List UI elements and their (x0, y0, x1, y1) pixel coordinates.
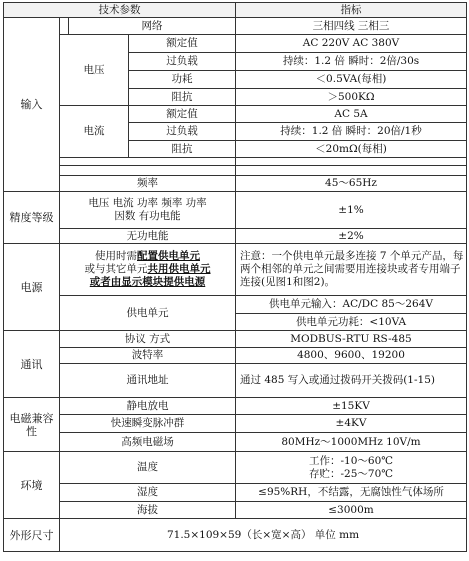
emc-eft-value: ±4KV (236, 415, 467, 433)
comm-protocol-label: 协议 方式 (60, 331, 236, 348)
reactive-value: ±2% (236, 229, 467, 244)
header-indicator: 指标 (236, 3, 467, 18)
env-label: 环境 (4, 452, 60, 519)
power-label: 电源 (4, 244, 60, 331)
env-temp-store: 存贮：-25～70℃ (308, 467, 393, 480)
emc-rf-label: 高频电磁场 (60, 433, 236, 452)
power-desc-p2: 或与其它单元 (84, 263, 148, 275)
env-temp-work: 工作：-10～60℃ (308, 454, 393, 467)
voltage-power-value: ＜0.5VA(每相) (236, 71, 467, 89)
reactive-label: 无功电能 (60, 229, 236, 244)
size-label: 外形尺寸 (4, 519, 60, 552)
emc-rf-value: 80MHz～1000MHz 10V/m (236, 433, 467, 452)
env-altitude-value: ≤3000m (236, 502, 467, 519)
voltage-impedance-label: 阻抗 (129, 89, 236, 106)
current-overload-value: 持续：1.2 倍 瞬时：20倍/1秒 (236, 123, 467, 141)
frequency-label: 频率 (60, 176, 236, 192)
accuracy-label: 精度等级 (4, 192, 60, 244)
comm-baud-value: 4800、9600、19200 (236, 348, 467, 364)
voltage-power-label: 功耗 (129, 71, 236, 89)
current-overload-label: 过负载 (129, 123, 236, 141)
env-temp-value (236, 452, 467, 484)
comm-address-value: 通过 485 写入或通过拨码开关拨码(1-15) (236, 364, 467, 398)
power-desc-u3: 或者由显示模块提供电源 (89, 276, 206, 288)
current-impedance-label: 阻抗 (129, 141, 236, 158)
input-label: 输入 (4, 18, 60, 192)
network-value: 三相四线 三相三 (236, 18, 467, 35)
power-note: 注意：一个供电单元最多连接 7 个单元产品，每两个相邻的单元之间需要用连接块或者专用端子连接(见图1和图2)。 (236, 244, 467, 296)
header-param: 技术参数 (4, 3, 236, 18)
voltage-label: 电压 (60, 35, 129, 106)
accuracy-measure-line2: 因数 有功电能 (114, 210, 181, 222)
accuracy-measure-value: ±1% (236, 192, 467, 229)
voltage-rated-label: 额定值 (129, 35, 236, 53)
accuracy-measure-line1: 电压 电流 功率 频率 功率 (88, 197, 207, 209)
accuracy-measure (60, 192, 236, 229)
emc-label: 电磁兼容性 (4, 398, 60, 452)
emc-esd-value: ±15KV (236, 398, 467, 415)
comm-address-label: 通讯地址 (60, 364, 236, 398)
supply-power: 供电单元功耗：<10VA (236, 314, 467, 331)
env-temp-label: 温度 (60, 452, 236, 484)
size-value: 71.5×109×59（长×宽×高） 单位 mm (60, 519, 467, 552)
spec-table (3, 2, 467, 552)
power-desc-u1: 配置供电单元 (137, 250, 200, 262)
comm-protocol-value: MODBUS-RTU RS-485 (236, 331, 467, 348)
voltage-impedance-value: ＞500KΩ (236, 89, 467, 106)
supply-input: 供电单元输入：AC/DC 85～264V (236, 296, 467, 314)
emc-eft-label: 快速瞬变脉冲群 (60, 415, 236, 433)
current-label: 电流 (60, 106, 129, 158)
env-humidity-label: 湿度 (60, 484, 236, 502)
network-label: 网络 (69, 18, 236, 35)
voltage-rated-value: AC 220V AC 380V (236, 35, 467, 53)
voltage-overload-value: 持续：1.2 倍 瞬时：2倍/30s (236, 53, 467, 71)
power-desc (60, 244, 236, 296)
power-desc-p1: 使用时需 (95, 250, 137, 262)
comm-baud-label: 波特率 (60, 348, 236, 364)
frequency-value: 45～65Hz (236, 176, 467, 192)
emc-esd-label: 静电放电 (60, 398, 236, 415)
current-rated-label: 额定值 (129, 106, 236, 123)
current-rated-value: AC 5A (236, 106, 467, 123)
voltage-overload-label: 过负载 (129, 53, 236, 71)
env-altitude-label: 海拔 (60, 502, 236, 519)
current-impedance-value: ＜20mΩ(每相) (236, 141, 467, 158)
env-humidity-value: ≤95%RH，不结露，无腐蚀性气体场所 (236, 484, 467, 502)
supply-label: 供电单元 (60, 296, 236, 331)
power-desc-u2: 共用供电单元 (147, 263, 211, 275)
comm-label: 通讯 (4, 331, 60, 398)
